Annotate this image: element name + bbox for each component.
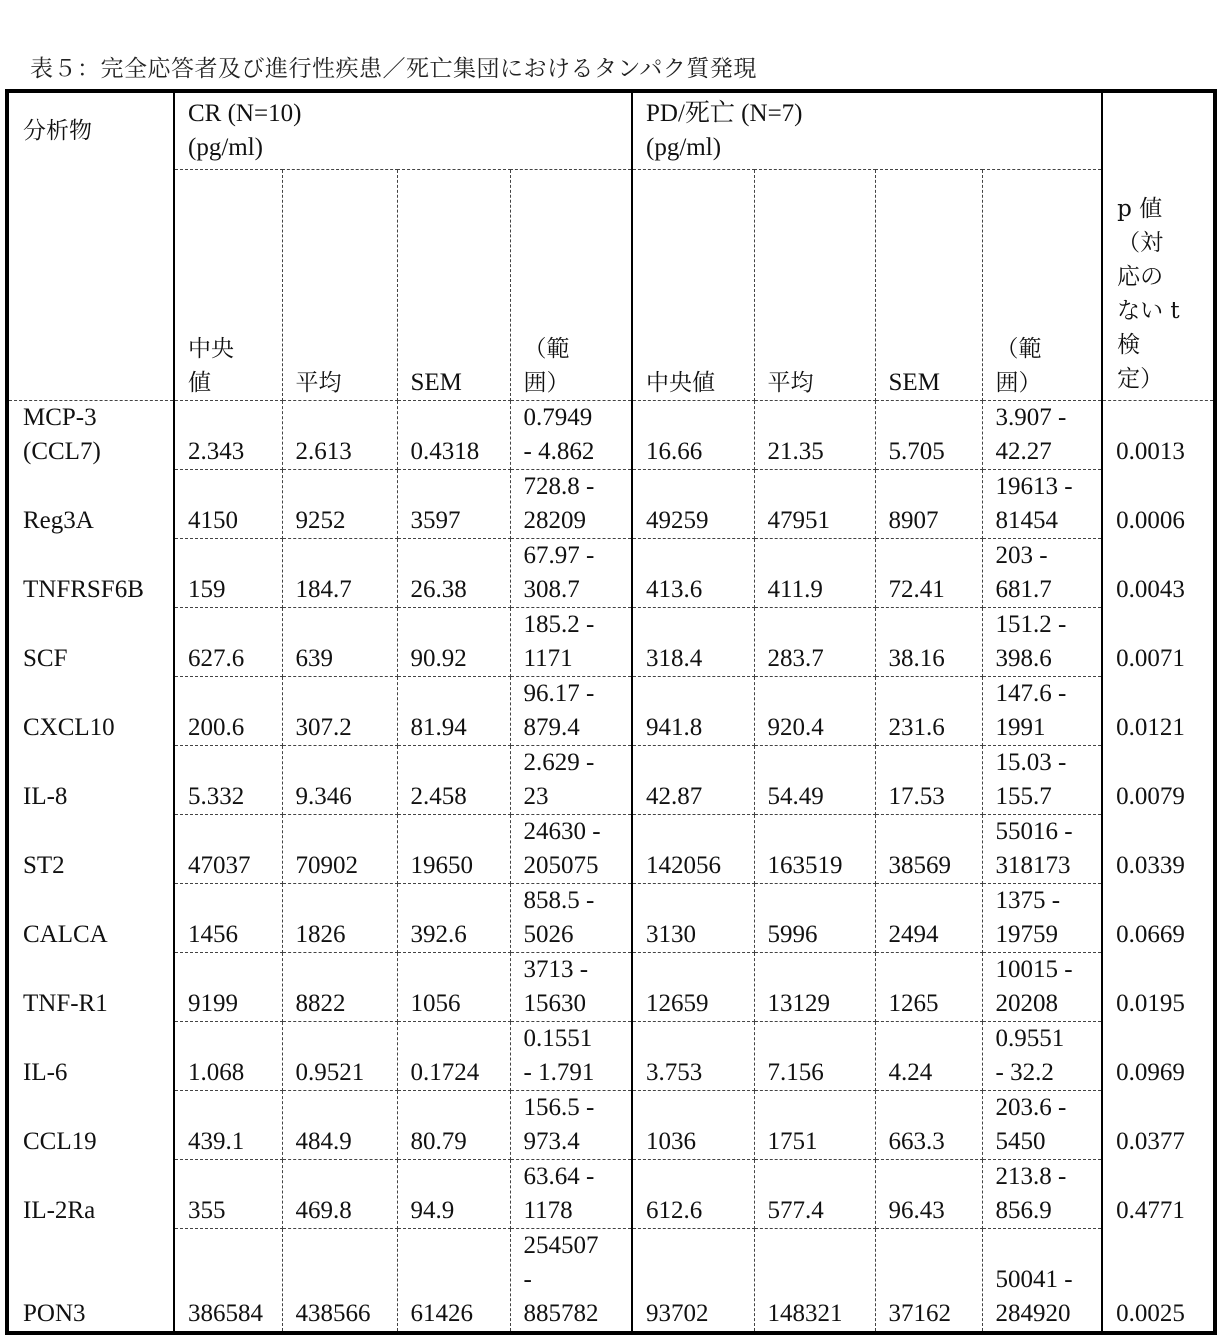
pd-mean-cell: 283.7: [754, 607, 875, 676]
pd-sem-cell: 37162: [875, 1228, 982, 1333]
analyte-cell: PON3: [7, 1228, 174, 1333]
table-row: [7, 1228, 1215, 1333]
pd-mean-cell: 5996: [754, 883, 875, 952]
table-row: [7, 1159, 1215, 1228]
analyte-cell: TNF-R1: [7, 952, 174, 1021]
analyte-cell: CXCL10: [7, 676, 174, 745]
pd-mean-cell: 1751: [754, 1090, 875, 1159]
pd-sem-cell: 4.24: [875, 1021, 982, 1090]
pd-range-cell: 1375 - 19759: [982, 883, 1102, 952]
table-row: [7, 538, 1215, 607]
cr-median-cell: 1.068: [174, 1021, 282, 1090]
pd-mean-cell: 920.4: [754, 676, 875, 745]
cr-sem-cell: 81.94: [397, 676, 510, 745]
pd-median-cell: 16.66: [632, 400, 754, 469]
pd-range-header: （範 囲）: [982, 170, 1102, 401]
pd-median-cell: 318.4: [632, 607, 754, 676]
analyte-cell: CCL19: [7, 1090, 174, 1159]
pd-range-cell: 15.03 - 155.7: [982, 745, 1102, 814]
analyte-cell: IL-6: [7, 1021, 174, 1090]
p-value-cell: 0.4771: [1102, 1159, 1215, 1228]
cr-sem-cell: 90.92: [397, 607, 510, 676]
p-value-cell: 0.0195: [1102, 952, 1215, 1021]
analyte-cell: Reg3A: [7, 469, 174, 538]
header-row-groups: [7, 91, 1215, 170]
p-value-cell: 0.0079: [1102, 745, 1215, 814]
pd-sem-cell: 8907: [875, 469, 982, 538]
pd-mean-cell: 411.9: [754, 538, 875, 607]
cr-mean-cell: 484.9: [282, 1090, 397, 1159]
analyte-header: 分析物: [7, 91, 174, 170]
cr-mean-cell: 9252: [282, 469, 397, 538]
pd-median-cell: 49259: [632, 469, 754, 538]
cr-sem-cell: 80.79: [397, 1090, 510, 1159]
pd-range-cell: 55016 - 318173: [982, 814, 1102, 883]
pd-mean-header: 平均: [754, 170, 875, 401]
cr-mean-cell: 438566: [282, 1228, 397, 1333]
cr-range-cell: 728.8 - 28209: [510, 469, 632, 538]
p-value-cell: 0.0969: [1102, 1021, 1215, 1090]
cr-range-cell: 0.7949 - 4.862: [510, 400, 632, 469]
cr-range-cell: 185.2 - 1171: [510, 607, 632, 676]
analyte-cell: IL-8: [7, 745, 174, 814]
cr-sem-cell: 0.1724: [397, 1021, 510, 1090]
pd-sem-cell: 663.3: [875, 1090, 982, 1159]
analyte-cell: TNFRSF6B: [7, 538, 174, 607]
cr-range-cell: 96.17 - 879.4: [510, 676, 632, 745]
p-value-cell: 0.0043: [1102, 538, 1215, 607]
cr-mean-header: 平均: [282, 170, 397, 401]
p-value-cell: 0.0013: [1102, 400, 1215, 469]
pd-median-cell: 3.753: [632, 1021, 754, 1090]
pd-mean-cell: 577.4: [754, 1159, 875, 1228]
p-value-cell: 0.0121: [1102, 676, 1215, 745]
cr-median-cell: 1456: [174, 883, 282, 952]
analyte-cell: MCP-3 (CCL7): [7, 400, 174, 469]
cr-range-cell: 858.5 - 5026: [510, 883, 632, 952]
p-value-cell: 0.0377: [1102, 1090, 1215, 1159]
pd-sem-cell: 231.6: [875, 676, 982, 745]
p-value-cell: 0.0071: [1102, 607, 1215, 676]
header-row-columns: [7, 170, 1215, 401]
cr-range-cell: 156.5 - 973.4: [510, 1090, 632, 1159]
cr-range-cell: 3713 - 15630: [510, 952, 632, 1021]
cr-median-cell: 5.332: [174, 745, 282, 814]
cr-range-cell: 0.1551 - 1.791: [510, 1021, 632, 1090]
pd-mean-cell: 163519: [754, 814, 875, 883]
cr-median-cell: 159: [174, 538, 282, 607]
cr-range-header: （範 囲）: [510, 170, 632, 401]
cr-median-cell: 4150: [174, 469, 282, 538]
analyte-cell: IL-2Ra: [7, 1159, 174, 1228]
cr-group-header: CR (N=10) (pg/ml): [174, 91, 632, 170]
table-row: [7, 745, 1215, 814]
pd-group-header: PD/死亡 (N=7) (pg/ml): [632, 91, 1102, 170]
pd-median-cell: 12659: [632, 952, 754, 1021]
pd-median-cell: 42.87: [632, 745, 754, 814]
pd-median-cell: 142056: [632, 814, 754, 883]
cr-median-cell: 627.6: [174, 607, 282, 676]
cr-sem-cell: 94.9: [397, 1159, 510, 1228]
cr-median-cell: 2.343: [174, 400, 282, 469]
cr-sem-cell: 392.6: [397, 883, 510, 952]
cr-range-cell: 254507 - 885782: [510, 1228, 632, 1333]
pd-sem-cell: 17.53: [875, 745, 982, 814]
pd-median-cell: 941.8: [632, 676, 754, 745]
pd-sem-cell: 96.43: [875, 1159, 982, 1228]
cr-median-cell: 9199: [174, 952, 282, 1021]
table-row: [7, 952, 1215, 1021]
cr-mean-cell: 1826: [282, 883, 397, 952]
pd-sem-cell: 38.16: [875, 607, 982, 676]
cr-sem-cell: 19650: [397, 814, 510, 883]
pd-range-cell: 203 - 681.7: [982, 538, 1102, 607]
cr-range-cell: 63.64 - 1178: [510, 1159, 632, 1228]
cr-sem-cell: 2.458: [397, 745, 510, 814]
table-caption: 表５：完全応答者及び進行性疾患／死亡集団におけるタンパク質発現: [30, 56, 757, 82]
pd-sem-header: SEM: [875, 170, 982, 401]
cr-sem-cell: 0.4318: [397, 400, 510, 469]
p-value-cell: 0.0025: [1102, 1228, 1215, 1333]
cr-mean-cell: 70902: [282, 814, 397, 883]
cr-range-cell: 67.97 - 308.7: [510, 538, 632, 607]
cr-mean-cell: 2.613: [282, 400, 397, 469]
pd-median-header: 中央値: [632, 170, 754, 401]
cr-sem-cell: 1056: [397, 952, 510, 1021]
pd-sem-cell: 1265: [875, 952, 982, 1021]
table-row: [7, 400, 1215, 469]
cr-mean-cell: 0.9521: [282, 1021, 397, 1090]
analyte-header-spacer: [7, 170, 174, 401]
pd-range-cell: 203.6 - 5450: [982, 1090, 1102, 1159]
analyte-cell: CALCA: [7, 883, 174, 952]
cr-range-cell: 24630 - 205075: [510, 814, 632, 883]
table-row: [7, 1021, 1215, 1090]
p-value-cell: 0.0339: [1102, 814, 1215, 883]
pd-range-cell: 0.9551 - 32.2: [982, 1021, 1102, 1090]
pd-mean-cell: 13129: [754, 952, 875, 1021]
cr-mean-cell: 9.346: [282, 745, 397, 814]
table-row: [7, 676, 1215, 745]
pd-mean-cell: 54.49: [754, 745, 875, 814]
p-value-header-top: [1102, 91, 1215, 170]
cr-sem-cell: 61426: [397, 1228, 510, 1333]
pd-range-cell: 10015 - 20208: [982, 952, 1102, 1021]
pd-range-cell: 213.8 - 856.9: [982, 1159, 1102, 1228]
cr-median-cell: 200.6: [174, 676, 282, 745]
cr-range-cell: 2.629 - 23: [510, 745, 632, 814]
table-row: [7, 814, 1215, 883]
pd-sem-cell: 38569: [875, 814, 982, 883]
pd-sem-cell: 2494: [875, 883, 982, 952]
pd-range-cell: 3.907 - 42.27: [982, 400, 1102, 469]
pd-range-cell: 151.2 - 398.6: [982, 607, 1102, 676]
pd-median-cell: 93702: [632, 1228, 754, 1333]
cr-mean-cell: 307.2: [282, 676, 397, 745]
pd-mean-cell: 47951: [754, 469, 875, 538]
pd-mean-cell: 148321: [754, 1228, 875, 1333]
p-value-cell: 0.0669: [1102, 883, 1215, 952]
pd-range-cell: 19613 - 81454: [982, 469, 1102, 538]
cr-mean-cell: 8822: [282, 952, 397, 1021]
table-row: [7, 469, 1215, 538]
pd-median-cell: 612.6: [632, 1159, 754, 1228]
cr-sem-header: SEM: [397, 170, 510, 401]
cr-median-header: 中央 値: [174, 170, 282, 401]
analyte-cell: SCF: [7, 607, 174, 676]
cr-mean-cell: 469.8: [282, 1159, 397, 1228]
cr-median-cell: 439.1: [174, 1090, 282, 1159]
table-row: [7, 883, 1215, 952]
pd-sem-cell: 72.41: [875, 538, 982, 607]
table-row: [7, 607, 1215, 676]
cr-mean-cell: 639: [282, 607, 397, 676]
cr-median-cell: 386584: [174, 1228, 282, 1333]
cr-sem-cell: 26.38: [397, 538, 510, 607]
protein-expression-table: [5, 89, 1217, 1335]
cr-mean-cell: 184.7: [282, 538, 397, 607]
table-row: [7, 1090, 1215, 1159]
pd-range-cell: 50041 - 284920: [982, 1228, 1102, 1333]
cr-sem-cell: 3597: [397, 469, 510, 538]
cr-median-cell: 47037: [174, 814, 282, 883]
pd-sem-cell: 5.705: [875, 400, 982, 469]
p-value-header: p 値 （対 応の ない t 検 定）: [1102, 170, 1215, 401]
cr-median-cell: 355: [174, 1159, 282, 1228]
p-value-cell: 0.0006: [1102, 469, 1215, 538]
analyte-cell: ST2: [7, 814, 174, 883]
pd-range-cell: 147.6 - 1991: [982, 676, 1102, 745]
pd-mean-cell: 7.156: [754, 1021, 875, 1090]
pd-median-cell: 1036: [632, 1090, 754, 1159]
pd-mean-cell: 21.35: [754, 400, 875, 469]
pd-median-cell: 413.6: [632, 538, 754, 607]
pd-median-cell: 3130: [632, 883, 754, 952]
